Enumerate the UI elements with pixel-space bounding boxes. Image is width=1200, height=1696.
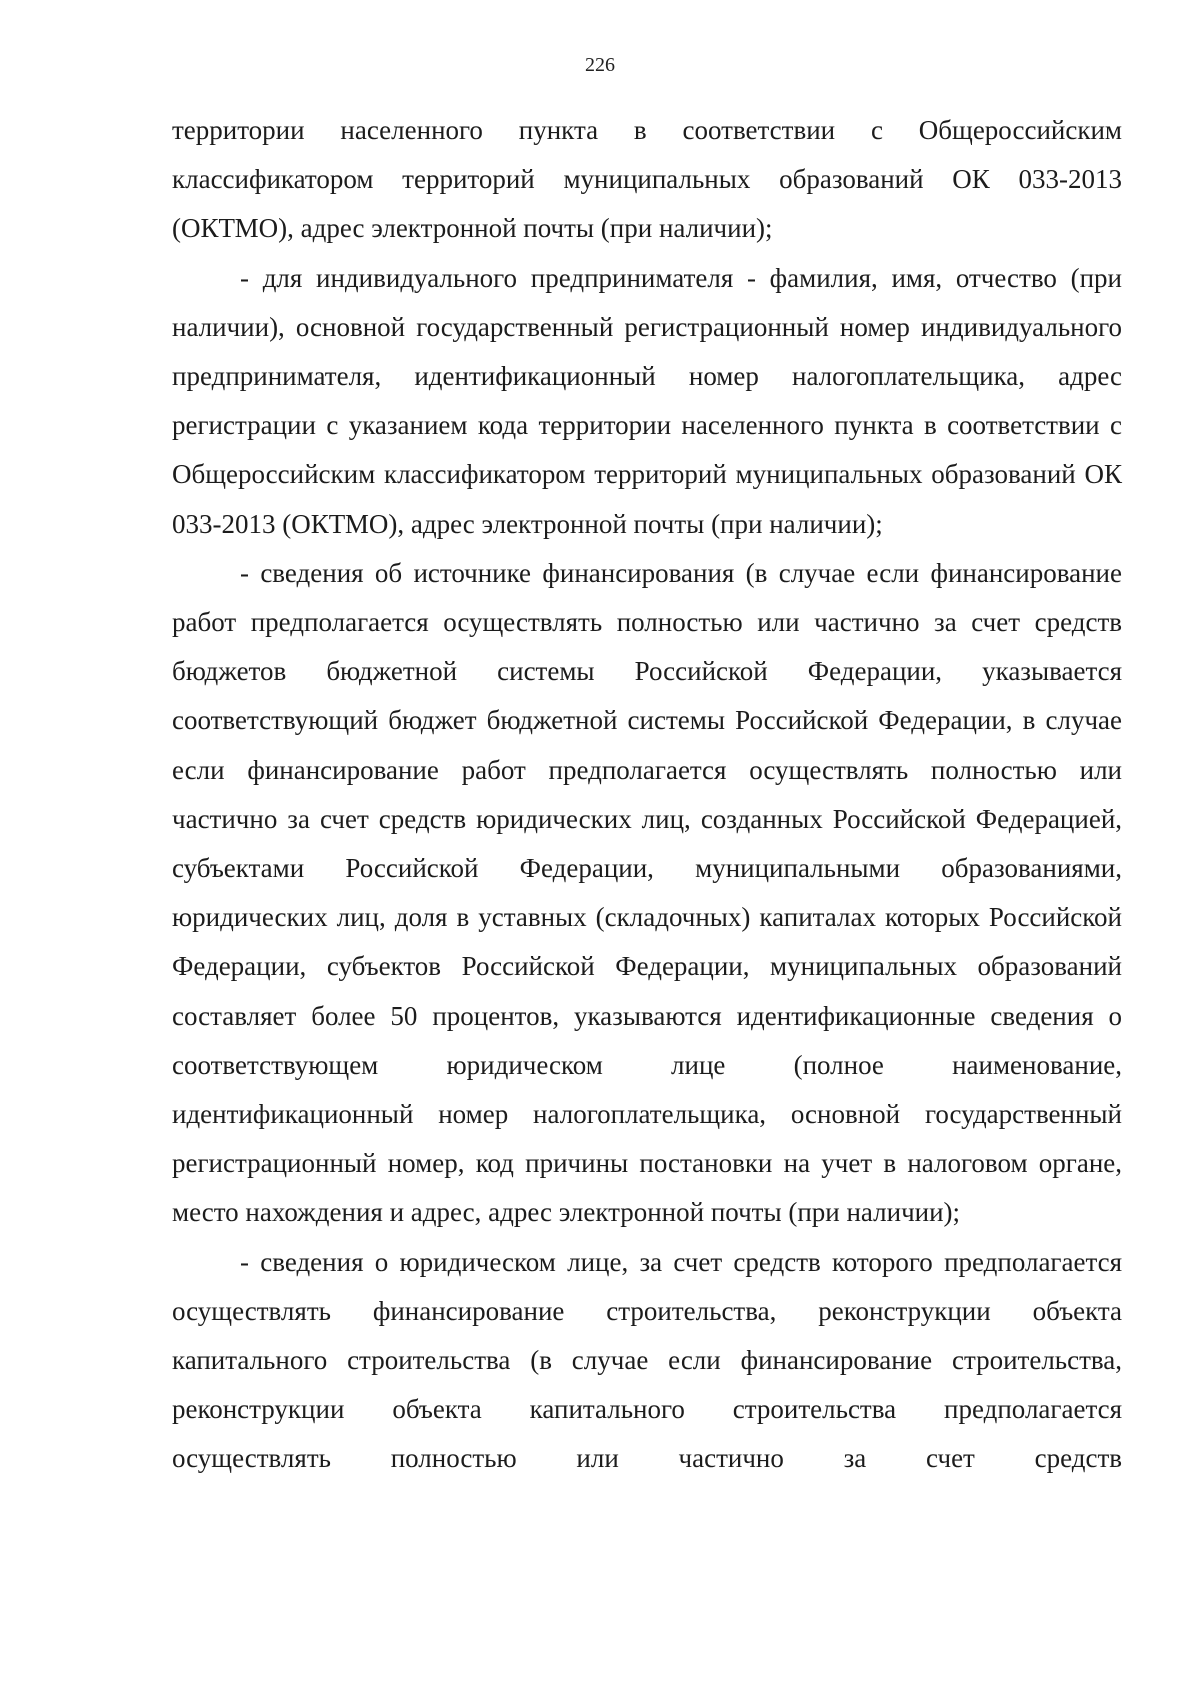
text-line: налогоплательщика, основной государственный регистрационный номер, код xyxy=(172,1099,1123,1179)
paragraph-legal-entity-funding xyxy=(172,1238,1122,1484)
text-line: налогоплательщика, адрес регистрации с указанием кода территории xyxy=(172,361,1122,441)
page-number: 226 xyxy=(585,54,615,76)
text-line: (ОКТМО), адрес электронной почты (при наличии); xyxy=(172,213,773,244)
paragraph-funding-source xyxy=(172,549,1122,1238)
text-line: частично за счет средств бюджетов бюджетной системы Российской xyxy=(172,607,1122,687)
text-line: процентов, указываются идентификационные сведения о соответствующем xyxy=(172,1000,1123,1080)
text-line: территории населенного пункта в соответствии с Общероссийским xyxy=(172,115,1122,145)
text-line: объекта капитального строительства (в случае если финансирование xyxy=(172,1295,1123,1376)
text-line: причины постановки на учет в налоговом органе, место нахождения и адрес, xyxy=(172,1148,1123,1228)
text-line: наличии), основной государственный регистрационный номер xyxy=(172,311,910,342)
text-line: территорий муниципальных образований ОК 033-2013 (ОКТМО), адрес xyxy=(172,459,1123,539)
text-line: строительства, реконструкции объекта капитального строительства xyxy=(172,1345,1123,1425)
text-line: населенного пункта в соответствии с Общероссийским классификатором xyxy=(172,410,1122,490)
text-line: классификатором территорий муниципальных образований ОК 033-2013 xyxy=(172,164,1122,195)
text-line: осуществлять полностью или частично за счет средств юридических лиц, xyxy=(172,754,1123,834)
text-line: Российской Федерации, муниципальных образований составляет более 50 xyxy=(172,951,1123,1031)
text-line: адрес электронной почты (при наличии); xyxy=(488,1197,961,1228)
text-line: индивидуального предпринимателя, идентификационный номер xyxy=(172,311,1123,392)
text-line: юридическом лице (полное наименование, идентификационный номер xyxy=(172,1049,1123,1130)
text-line: - сведения об источнике финансирования (в случае если xyxy=(240,557,920,588)
text-line: Российской Федерации, в случае если финансирование работ предполагается xyxy=(172,705,1123,785)
text-line: (складочных) капиталах которых Российской Федерации, субъектов xyxy=(172,902,1122,982)
text-line: - для индивидуального предпринимателя - фамилия, имя, отчество (при xyxy=(240,262,1122,293)
text-line: финансирование работ предполагается осуществлять полностью или xyxy=(172,557,1122,638)
text-line: предполагается осуществлять финансирование строительства, реконструкции xyxy=(172,1246,1123,1326)
text-line: - сведения о юридическом лице, за счет средств которого xyxy=(240,1246,933,1277)
text-line: предполагается осуществлять полностью или частично за счет средств xyxy=(172,1394,1122,1474)
document-body xyxy=(172,106,1122,1484)
text-line: Федерации, указывается соответствующий бюджет бюджетной системы xyxy=(172,656,1123,736)
text-line: муниципальными образованиями, юридических лиц, доля в уставных xyxy=(172,853,1122,933)
text-line: созданных Российской Федерацией, субъектами Российской Федерации, xyxy=(172,803,1123,884)
paragraph-oktmo-continuation xyxy=(172,106,1122,254)
paragraph-individual-entrepreneur xyxy=(172,254,1122,549)
text-line: электронной почты (при наличии); xyxy=(481,508,883,539)
